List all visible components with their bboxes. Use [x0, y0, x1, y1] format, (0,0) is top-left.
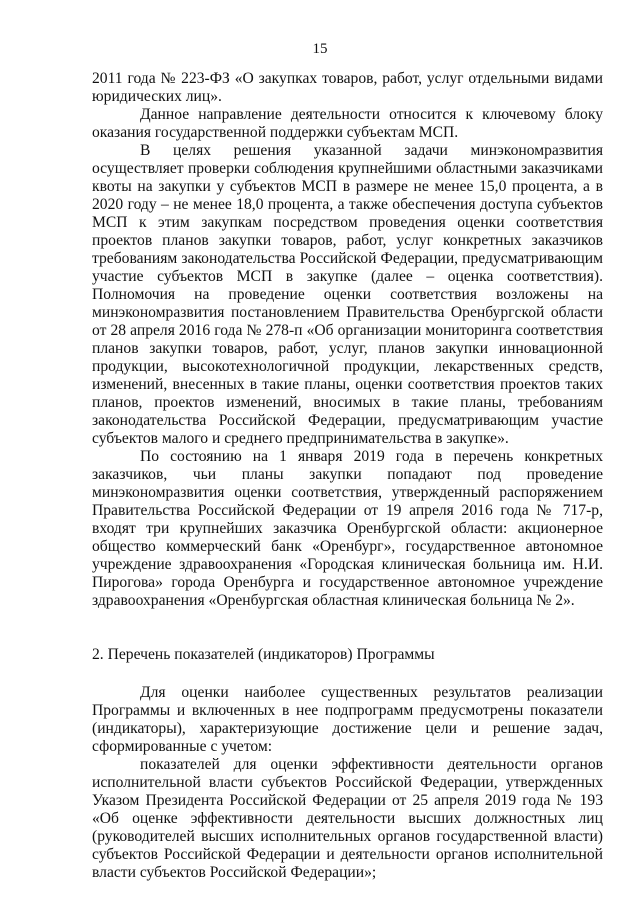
section-heading: 2. Перечень показателей (индикаторов) Программы	[92, 646, 435, 663]
page-number: 15	[312, 41, 328, 57]
paragraph: Данное направление деятельности относится к ключевому блоку оказания государственной поддержки субъектам МСП.	[92, 106, 603, 141]
paragraph: Для оценки наиболее существенных результатов реализации Программы и включенных в нее подпрограмм предусмотрены показатели (индикаторы), характеризующие достижение цели и решение задач, сформированные с учетом:	[92, 684, 603, 755]
document-body	[92, 70, 603, 882]
paragraph: 2011 года № 223-ФЗ «О закупках товаров, работ, услуг отдельными видами юридических лиц».	[92, 70, 603, 105]
paragraph: В целях решения указанной задачи минэкономразвития осуществляет проверки соблюдения крупнейшими областными заказчиками квоты на закупки у субъектов МСП в размере не менее 15,0 процента, а в 2020 году – не менее 18,0 процента, а также обеспечения доступа субъектов МСП к этим закупкам посредством проведения оценки соответствия проектов планов закупки товаров, работ, услуг конкретных заказчиков требованиям законодательства Российской Федерации, предусматривающим участие субъектов МСП в закупке (далее – оценка соответствия). Полномочия на проведение оценки соответствия возложены на минэкономразвития постановлением Правительства Оренбургской области от 28 апреля 2016 года № 278-п «Об организации мониторинга соответствия планов закупки товаров, работ, услуг, планов закупки инновационной продукции, высокотехнологичной продукции, лекарственных средств, изменений, внесенных в такие планы, оценки соответствия проектов таких планов, проектов изменений, вносимых в такие планы, требованиям законодательства Российской Федерации, предусматривающим участие субъектов малого и среднего предпринимательства в закупке».	[92, 142, 603, 447]
paragraph: По состоянию на 1 января 2019 года в перечень конкретных заказчиков, чьи планы закупки попадают под проведение минэкономразвития оценки соответствия, утвержденный распоряжением Правительства Российской Федерации от 19 апреля 2016 года № 717-р, входят три крупнейших заказчика Оренбургской области: акционерное общество коммерческий банк «Оренбург», государственное автономное учреждение здравоохранения «Городская клиническая больница им. Н.И. Пирогова» города Оренбурга и государственное автономное учреждение здравоохранения «Оренбургская областная клиническая больница № 2».	[92, 448, 603, 609]
paragraph: показателей для оценки эффективности деятельности органов исполнительной власти субъектов Российской Федерации, утвержденных Указом Президента Российской Федерации от 25 апреля 2019 года № 193 «Об оценке эффективности деятельности высших должностных лиц (руководителей высших исполнительных органов государственной власти) субъектов Российской Федерации и деятельности органов исполнительной власти субъектов Российской Федерации»;	[92, 756, 603, 881]
